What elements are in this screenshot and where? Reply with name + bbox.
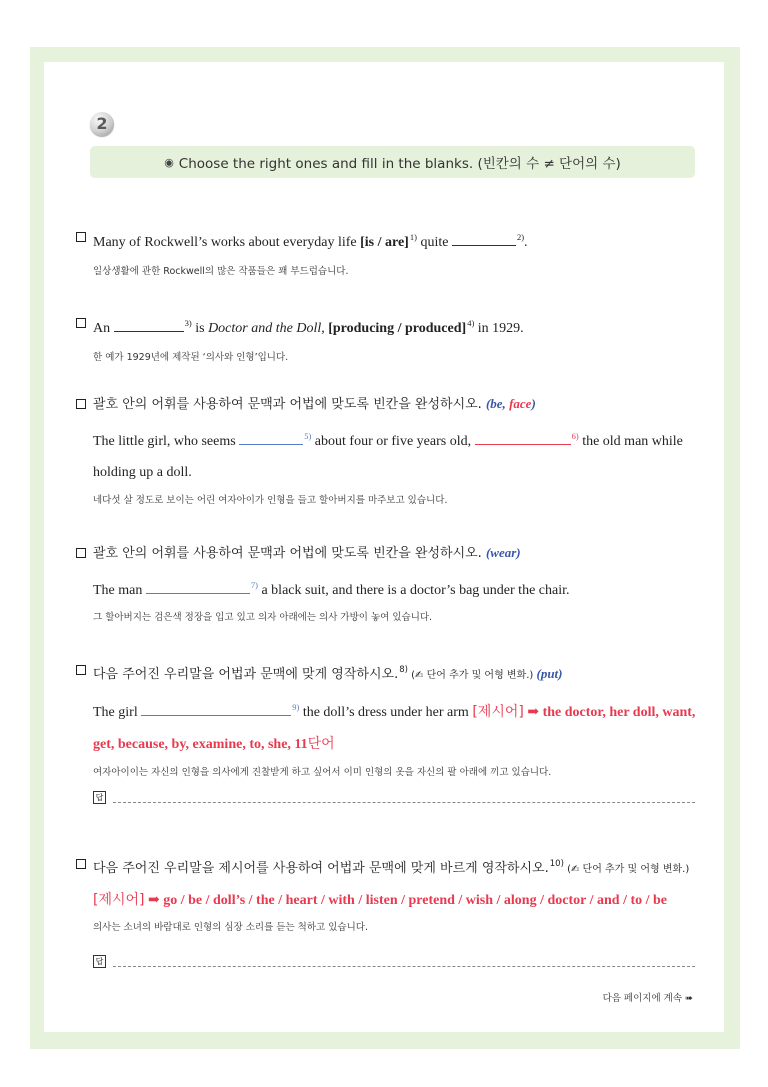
q5-answer-field[interactable]	[93, 791, 695, 805]
q3-instruction-text: 괄호 안의 어휘를 사용하여 문맥과 어법에 맞도록 빈칸을 완성하시오.	[93, 397, 486, 412]
q3-num-1: 5)	[304, 431, 312, 441]
q6-keywords-text: go / be / doll’s / the / heart / with / listen / pretend / wish / along / doctor / and / to / be	[163, 893, 668, 908]
q2-text-mid: is	[191, 321, 209, 336]
question-3	[76, 394, 706, 508]
instruction-banner	[90, 146, 695, 178]
checkbox[interactable]	[76, 232, 86, 242]
q5-instruction-text: 다음 주어진 우리말을 어법과 문맥에 맞게 영작하시오.	[93, 667, 399, 682]
question-4	[76, 543, 706, 625]
q3-hint-close: )	[531, 396, 536, 411]
q6-instruction-text: 다음 주어진 우리말을 제시어를 사용하여 어법과 문맥에 맞게 바르게 영작하시오.	[93, 861, 549, 876]
checkbox[interactable]	[76, 665, 86, 675]
pencil-icon: (✍ 단어 추가 및 어형 변화.)	[407, 670, 537, 681]
q2-blank-3[interactable]	[114, 319, 184, 332]
q4-instruction-text: 괄호 안의 어휘를 사용하여 문맥과 어법에 맞도록 빈칸을 완성하시오.	[93, 546, 486, 561]
q1-blank-2[interactable]	[452, 233, 516, 246]
q1-choice[interactable]: [is / are]	[360, 235, 409, 250]
q4-text-1: The man	[93, 583, 146, 598]
q5-num: 9)	[292, 702, 300, 712]
pencil-icon: (✍ 단어 추가 및 어형 변화.)	[563, 864, 690, 875]
q4-translation: 그 할아버지는 검은색 정장을 입고 있고 의자 아래에는 의사 가방이 놓여 있습니다.	[93, 612, 433, 623]
q3-num-2: 6)	[571, 431, 579, 441]
q2-translation: 한 예가 1929년에 제작된 ‘의사와 인형’입니다.	[93, 352, 289, 363]
q2-sentence	[76, 313, 706, 339]
q4-sentence	[76, 575, 706, 601]
q1-text-end: .	[524, 235, 528, 250]
q3-blank-5[interactable]	[239, 432, 303, 445]
q5-text-2: the doll’s dress under her arm	[299, 705, 473, 720]
answer-line	[113, 966, 695, 967]
question-2	[76, 313, 706, 365]
checkbox[interactable]	[76, 399, 86, 409]
q2-num-1: 3)	[184, 318, 192, 328]
q2-artwork-title: Doctor and the Doll	[208, 321, 322, 336]
instruction-text: Choose the right ones and fill in the blanks. (빈칸의 수 ≠ 단어의 수)	[178, 156, 621, 172]
section-number-badge: 2	[90, 112, 114, 136]
q1-sentence	[76, 227, 706, 253]
q5-blank-9[interactable]	[141, 703, 291, 716]
q5-keywords-line-2	[76, 734, 706, 755]
q5-word-count: 단어	[307, 736, 335, 752]
q5-translation: 여자아이이는 자신의 인형을 의사에게 진찰받게 하고 싶어서 이미 인형의 옷을 자신의 팔 아래에 끼고 있습니다.	[93, 767, 552, 778]
q2-num-2: 4)	[467, 318, 475, 328]
q4-text-2: a black suit, and there is a doctor’s bag under the chair.	[257, 583, 570, 598]
q2-choice[interactable]: [producing / produced]	[328, 321, 467, 336]
q5-hint: (put)	[536, 666, 563, 681]
bullet-icon: ◉	[164, 155, 174, 169]
q3-sentence	[76, 426, 706, 452]
answer-label: 답	[93, 791, 106, 804]
q4-blank-7[interactable]	[146, 581, 250, 594]
q3-translation: 네다섯 살 정도로 보이는 어린 여자아이가 인형을 들고 할아버지를 마주보고 있습니다.	[93, 495, 448, 506]
q3-hint-open: (be,	[485, 396, 510, 411]
q3-sentence-cont: holding up a doll.	[93, 465, 192, 480]
q3-instruction	[76, 394, 706, 415]
q5-instruction	[76, 660, 706, 686]
keyword-label: [제시어]	[472, 704, 524, 720]
keyword-label: [제시어]	[93, 892, 145, 908]
q6-num-instr: 10)	[549, 859, 564, 869]
q5-keywords	[472, 705, 695, 720]
q3-text-2: about four or five years old,	[311, 434, 475, 449]
q6-keywords	[93, 893, 667, 908]
question-1	[76, 227, 706, 279]
checkbox[interactable]	[76, 548, 86, 558]
answer-label: 답	[93, 955, 106, 968]
checkbox[interactable]	[76, 859, 86, 869]
q1-num-2: 2)	[516, 232, 525, 242]
q6-translation: 의사는 소녀의 바람대로 인형의 심장 소리를 듣는 척하고 있습니다.	[93, 922, 368, 933]
q6-answer-field[interactable]	[93, 955, 695, 969]
arrow-icon: ➡	[144, 893, 164, 908]
q5-text-1: The girl	[93, 705, 142, 720]
question-5	[76, 660, 706, 780]
q5-sentence	[76, 697, 706, 723]
q5-keywords-2: get, because, by, examine, to, she, 11	[93, 737, 308, 752]
q1-text: Many of Rockwell’s works about everyday life	[93, 235, 361, 250]
q1-num-1: 1)	[409, 232, 417, 242]
q6-keywords-line	[76, 890, 706, 911]
answer-line	[113, 802, 695, 803]
q3-text-1: The little girl, who seems	[93, 434, 240, 449]
q1-translation: 일상생활에 관한 Rockwell의 많은 작품들은 꽤 부드럽습니다.	[93, 266, 349, 277]
q5-keywords-2-wrap	[93, 737, 335, 752]
q2-text: An	[93, 321, 114, 336]
q6-instruction	[76, 854, 706, 880]
q5-keywords-1: the doctor, her doll, want,	[542, 705, 696, 720]
question-6	[76, 854, 706, 935]
q5-num-instr: 8)	[399, 665, 408, 675]
q4-instruction	[76, 543, 706, 564]
q4-hint: (wear)	[485, 545, 521, 560]
q4-num: 7)	[250, 580, 258, 590]
q3-text-3: the old man while	[578, 434, 683, 449]
q1-text-mid: quite	[416, 235, 452, 250]
next-page-indicator: 다음 페이지에 계속 ➠	[602, 993, 693, 1004]
q3-hint-red: face	[509, 396, 532, 411]
arrow-icon: ➡	[523, 705, 543, 720]
q3-hint	[486, 396, 536, 411]
q2-text-comma: ,	[321, 321, 329, 336]
q2-text-end: in 1929.	[474, 321, 524, 336]
q3-blank-6[interactable]	[475, 432, 571, 445]
checkbox[interactable]	[76, 318, 86, 328]
